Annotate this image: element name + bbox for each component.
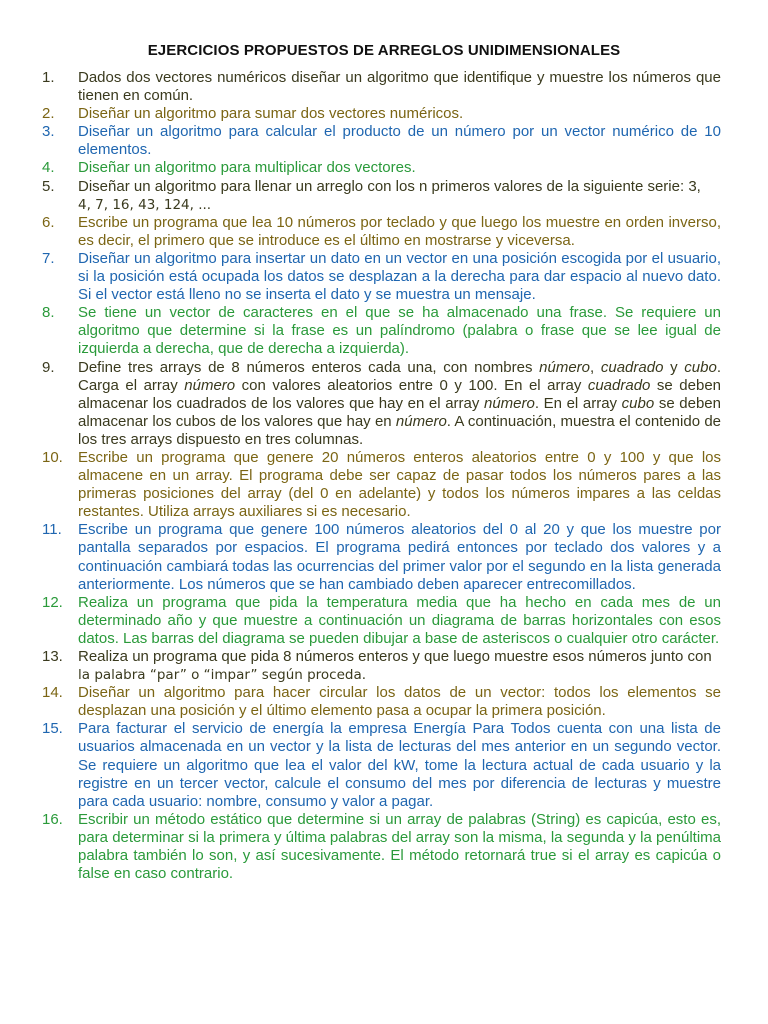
- item-text: Dados dos vectores numéricos diseñar un algoritmo que identifique y muestre los números que tienen en común.: [78, 69, 721, 105]
- item-number: 11.: [42, 521, 62, 539]
- item-text: Escribe un programa que lea 10 números por teclado y que luego los muestre en orden inverso, es decir, el primero que se introduce es el último en mostrarse y viceversa.: [78, 213, 721, 249]
- list-item: [42, 214, 721, 250]
- item-text-emphasis: número: [539, 358, 591, 376]
- item-text-emphasis: cubo: [621, 394, 655, 412]
- list-item: [42, 720, 721, 810]
- list-item: [42, 159, 721, 177]
- item-text-emphasis: número: [184, 376, 236, 394]
- item-text: Escribe un programa que genere 100 números aleatorios del 0 al 20 y que los muestre por pantalla separados por espacios. El programa pedirá entonces por teclado dos valores y a continuación cambiará todas las ocurrencias del primer valor por el segundo en la lista generada anteriormente. Los números que se han cambiado deben aparecer entrecomillados.: [78, 521, 721, 593]
- item-text-emphasis: número: [483, 394, 535, 412]
- item-text-emphasis: cuadrado: [587, 376, 651, 394]
- list-item: [42, 69, 721, 105]
- item-number: 14.: [42, 684, 63, 702]
- list-item: [42, 684, 721, 720]
- list-item: [42, 811, 721, 883]
- item-text-emphasis: cubo: [684, 358, 717, 376]
- item-number: 8.: [42, 304, 55, 322]
- item-number: 6.: [42, 213, 55, 231]
- item-number: 5.: [42, 177, 55, 195]
- item-number: 15.: [42, 720, 63, 738]
- item-text: Para facturar el servicio de energía la empresa Energía Para Todos cuenta con una lista de usuarios almacenada en un vector y la lista de lecturas del mes anterior en un segundo vector. Se requiere un algoritmo que lea el valor del kW, tome la lectura actual de cada usuario y la registre en un tercer vector, calcule el consumo del mes por diferencia de lecturas y muestre para cada usuario: nombre, consumo y valor a pagar.: [78, 720, 721, 810]
- item-number: 3.: [42, 123, 55, 141]
- list-item: [42, 359, 721, 449]
- item-number: 10.: [42, 448, 63, 466]
- item-number: 16.: [42, 810, 63, 828]
- item-text: Realiza un programa que pida la temperatura media que ha hecho en cada mes de un determinado año y que muestre a continuación un diagrama de barras horizontales con esos datos. Las barras del diagrama se pueden dibujar a base de asteriscos o cualquier otro carácter.: [78, 593, 721, 647]
- item-number: 12.: [42, 593, 63, 611]
- item-number: 4.: [42, 159, 55, 177]
- list-item: [42, 449, 721, 521]
- item-text-part: y: [663, 358, 685, 376]
- item-text-part: . A continuación, muestra el contenido de los tres arrays dispuesto en tres columnas.: [78, 412, 722, 448]
- item-text: Diseñar un algoritmo para hacer circular los datos de un vector: todos los elementos se desplazan una posición y el último elemento pasa a ocupar la primera posición.: [78, 684, 721, 720]
- item-number: 2.: [42, 105, 55, 123]
- item-text-part: Define tres arrays de 8 números enteros cada una, con nombres: [78, 358, 540, 376]
- exercise-list: [42, 69, 721, 883]
- item-number: 1.: [42, 69, 55, 86]
- series-text: 4, 7, 16, 43, 124, ...: [78, 196, 212, 213]
- item-text-part: se deben almacenar los cubos de los valores que hay en: [78, 394, 721, 430]
- item-text: Diseñar un algoritmo para insertar un dato en un vector en una posición escogida por el usuario, si la posición está ocupada los datos se desplazan a la derecha para dar espacio al nuevo dato. Si el vector está lleno no se inserta el dato y se muestra un mensaje.: [78, 249, 721, 304]
- item-text: Diseñar un algoritmo para llenar un arreglo con los n primeros valores de la siguiente serie: 3,: [78, 177, 701, 195]
- item-text: Escribe un programa que genere 20 números enteros aleatorios entre 0 y 100 y que los almacene en un array. El programa debe ser capaz de pasar todos los números pares a las primeras posiciones del array (del 0 en adelante) y todos los números impares a las celdas restantes. Utiliza arrays auxiliares si es necesario.: [78, 448, 721, 521]
- item-text: Diseñar un algoritmo para calcular el producto de un número por un vector numérico de 10 elementos.: [78, 123, 721, 159]
- item-number: 7.: [42, 249, 55, 267]
- item-text-emphasis: cuadrado: [600, 358, 664, 376]
- item-text: Se tiene un vector de caracteres en el que se ha almacenado una frase. Se requiere un algoritmo que determine si la frase es un palíndromo (palabra o frase que se lee igual de izquierda a derecha, que de derecha a izquierda).: [78, 304, 721, 358]
- item-text-part: se deben almacenar los cuadrados de los valores que hay en el array: [78, 376, 721, 412]
- list-item: [42, 123, 721, 159]
- list-item: [42, 178, 721, 214]
- item-number: 13.: [42, 648, 63, 665]
- item-text-continued: la palabra “par” o “impar” según proceda.: [78, 667, 367, 684]
- list-item: [42, 648, 721, 684]
- list-item: [42, 594, 721, 648]
- list-item: [42, 304, 721, 358]
- item-text-part: . En el array: [534, 394, 622, 412]
- item-text: Realiza un programa que pida 8 números enteros y que luego muestre esos números junto con: [78, 648, 712, 665]
- item-text-part: con valores aleatorios entre 0 y 100. En el array: [235, 376, 588, 394]
- item-text: Diseñar un algoritmo para sumar dos vectores numéricos.: [78, 105, 464, 123]
- list-item: [42, 250, 721, 304]
- item-text-emphasis: número: [395, 412, 447, 430]
- list-item: [42, 521, 721, 593]
- item-text: Diseñar un algoritmo para multiplicar dos vectores.: [78, 159, 416, 177]
- item-text-part: ,: [590, 358, 601, 376]
- list-item: [42, 105, 721, 123]
- item-text: Escribir un método estático que determine si un array de palabras (String) es capicúa, esto es, para determinar si la primera y última palabras del array son la misma, la segunda y la penúltima palabra también lo son, y así sucesivamente. El método retornará true si el array es capicúa o false en caso contrario.: [78, 810, 721, 883]
- item-text-part: . Carga el array: [78, 358, 721, 394]
- item-number: 9.: [42, 358, 55, 376]
- page-title: EJERCICIOS PROPUESTOS DE ARREGLOS UNIDIMENSIONALES: [147, 42, 621, 59]
